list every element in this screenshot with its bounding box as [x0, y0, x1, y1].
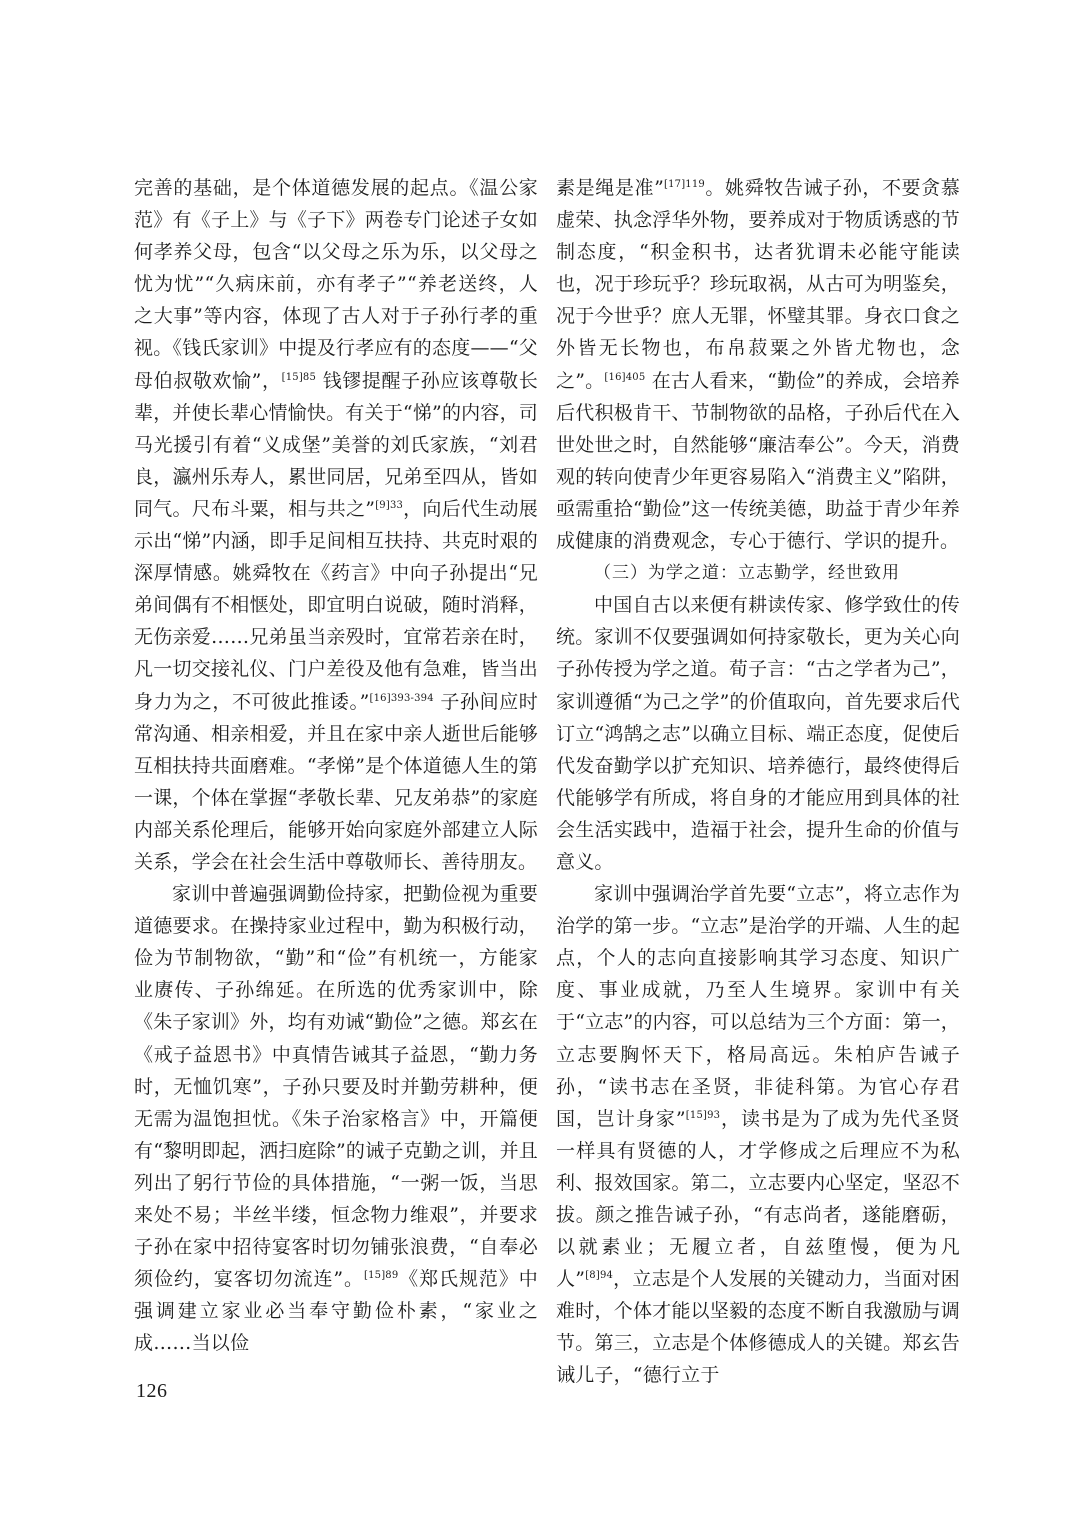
citation: [16]393-394 — [369, 692, 434, 704]
page-number: 126 — [136, 1380, 168, 1402]
citation: [17]119 — [663, 179, 705, 190]
paragraph-thrift-continued — [556, 172, 960, 557]
paragraph-filial-piety — [134, 172, 538, 878]
section-heading: （三）为学之道：立志勤学，经世致用 — [594, 563, 900, 584]
citation: [8]94 — [585, 1270, 614, 1282]
text-run: 在古人看来，“勤俭”的养成，会培养后代积极肯干、节制物欲的品格，子孙后代在入世处世之时，自然能够“廉洁奉公”。今天，消费观的转向使青少年更容易陷入“消费主义”陷阱，亟需重拾“勤俭”这一传统美德，助益于青少年养成健康的消费观念，专心于德行、学识的提升。 — [556, 369, 960, 553]
text-run: 子孙间应时常沟通、相亲相爱，并且在家中亲人逝世后能够互相扶持共面磨难。“孝悌”是个体道德人生的第一课，个体在掌握“孝敬长辈、兄友弟恭”的家庭内部关系伦理后，能够开始向家庭外部建立人际关系，学会在社会生活中尊敬师长、善待朋友。 — [134, 690, 538, 873]
paragraph-setting-aspirations — [556, 878, 960, 1392]
citation: [15]89 — [363, 1270, 399, 1282]
citation: [15]85 — [281, 371, 317, 383]
text-run: 家训中普遍强调勤俭持家，把勤俭视为重要道德要求。在操持家业过程中，勤为积极行动，俭为节制物欲，“勤”和“俭”有机统一，方能家业赓传、子孙绵延。在所选的优秀家训中，除《朱子家训》外，均有劝诫“勤俭”之德。郑玄在《戒子益恩书》中真情告诫其子益恩，“勤力务时，无恤饥寒”，子孙只要及时并勤劳耕种，便无需为温饱担忧。《朱子治家格言》中，开篇便有“黎明即起，洒扫庭除”的诫子克勤之训，并且列出了躬行节俭的具体措施，“一粥一饭，当思来处不易；半丝半缕，恒念物力维艰”，并要求子孙在家中招待宴客时切勿铺张浪费，“自奉必须俭约，宴客切勿流连”。 — [134, 883, 538, 1291]
paragraph-learning-tradition: 中国自古以来便有耕读传家、修学致仕的传统。家训不仅要强调如何持家敬长，更为关心向子孙传授为学之道。荀子言：“古之学者为己”，家训遵循“为己之学”的价值取向，首先要求后代订立“鸿鹄之志”以确立目标、端正态度，促使后代发奋勤学以扩充知识、培养德行，最终使得后代能够学有所成，将自身的才能应用到具体的社会生活实践中，造福于社会，提升生命的价值与意义。 — [556, 594, 960, 873]
text-run: ，立志是个人发展的关键动力，当面对困难时，个体才能以坚毅的态度不断自我激励与调节。第三，立志是个体修德成人的关键。郑玄告诫儿子，“德行立于 — [556, 1268, 960, 1387]
paragraph-diligence-thrift — [134, 878, 538, 1359]
text-run: 《郑氏规范》中强调建立家业必当奉守勤俭朴素，“家业之成……当以俭 — [134, 1268, 538, 1355]
citation: [15]93 — [685, 1109, 721, 1121]
text-run: 家训中强调治学首先要“立志”，将立志作为治学的第一步。“立志”是治学的开端、人生的起点，个人的志向直接影响其学习态度、知识广度、事业成就，乃至人生境界。家训中有关于“立志”的内容，可以总结为三个方面：第一，立志要胸怀天下，格局高远。朱柏庐告诫子孙，“读书志在圣贤，非徒科第。为官心存君国，岂计身家” — [556, 883, 960, 1130]
citation: [9]33 — [375, 499, 404, 511]
right-column — [556, 172, 960, 1387]
text-run: 。姚舜牧告诫子孙，不要贪慕虚荣、执念浮华外物，要养成对于物质诱惑的节制态度，“积金积书，达者犹谓未必能守能读也，况于珍玩乎？珍玩取祸，从古可为明鉴矣，况于今世乎？庶人无罪，怀璧其罪。身衣口食之外皆无长物也，布帛菽粟之外皆尤物也，念之”。 — [556, 177, 960, 392]
text-run: 钱镠提醒子孙应该尊敬长辈，并使长辈心情愉快。有关于“悌”的内容，司马光援引有着“义成堡”美誉的刘氏家族，“刘君良，瀛州乐寿人，累世同居，兄弟至四从，皆如同气。尺布斗粟，相与共之” — [134, 369, 538, 520]
text-run: ，向后代生动展示出“悌”内涵，即手足间相互扶持、共克时艰的深厚情感。姚舜牧在《药言》中向子孙提出“兄弟间偶有不相惬处，即宜明白说破，随时消释，无伤亲爱……兄弟虽当亲殁时，宜常若亲在时，凡一切交接礼仪、门户差役及他有急难，皆当出身力为之，不可彼此推诿。” — [134, 497, 538, 713]
text-run: ，读书是为了成为先代圣贤一样具有贤德的人，才学修成之后理应不为私利、报效国家。第二，立志要内心坚定，坚忍不拔。颜之推告诫子孙，“有志尚者，遂能磨砺，以就素业；无履立者，自兹堕慢，便为凡人” — [556, 1107, 960, 1291]
citation: [16]405 — [604, 371, 646, 383]
left-column — [134, 172, 538, 1355]
text-run: 完善的基础，是个体道德发展的起点。《温公家范》有《子上》与《子下》两卷专门论述子女如何孝养父母，包含“以父母之乐为乐，以父母之忧为忧”“久病床前，亦有孝子”“养老送终，人之大事”等内容，体现了古人对于子孙行孝的重视。《钱氏家训》中提及行孝应有的态度——“父母伯叔敬欢愉”， — [134, 177, 538, 392]
text-run: 素是绳是准” — [556, 177, 664, 199]
